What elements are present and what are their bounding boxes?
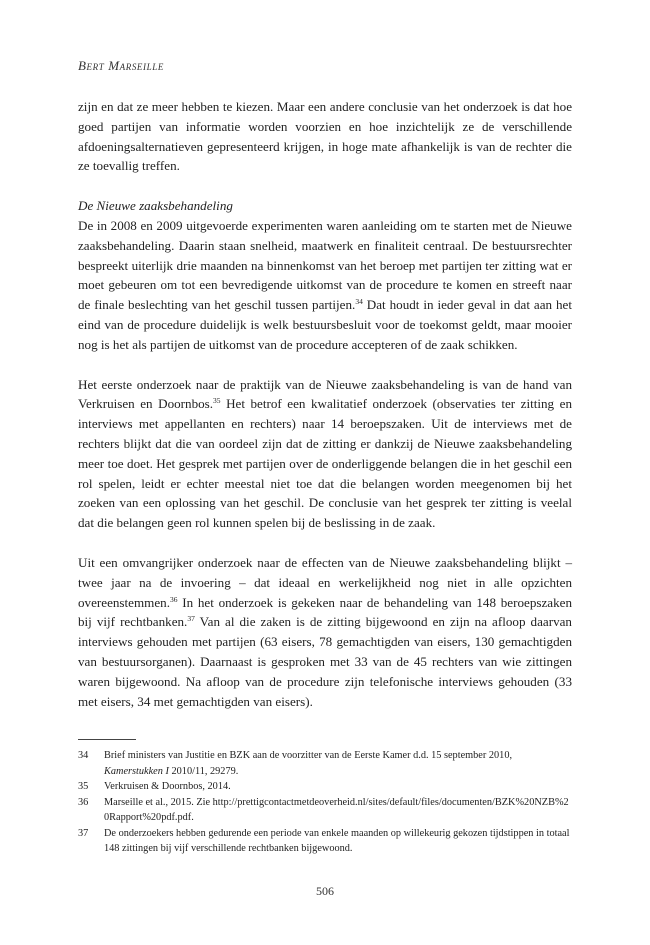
footnote-text (104, 748, 572, 779)
footnote-text-a: Brief ministers van Justitie en BZK aan de voorzitter van de Eerste Kamer d.d. 15 september 2010, (104, 750, 513, 761)
paragraph-1: zijn en dat ze meer hebben te kiezen. Maar een andere conclusie van het onderzoek is dat hoe goed partijen van informatie worden voorzien en hoe inzichtelijk ze de verschillende afdoeningsalternatieven gepresenteerd krijgen, in hoge mate afhankelijk is van de rechter die ze toevallig treffen. (78, 99, 572, 174)
section-heading: De Nieuwe zaaksbehandeling (78, 198, 233, 214)
footnote-ref-37[interactable]: 37 (187, 614, 195, 624)
footnote-number: 34 (78, 750, 89, 761)
footnote-divider (78, 739, 136, 740)
paragraph-4-text-b: In het onderzoek is gekeken naar de behandeling van 148 beroepszaken bij vijf rechtbanken. (78, 594, 572, 630)
paragraph-2-text-b: Dat houdt in ieder geval in dat aan het eind van de procedure duidelijk is welk bestuursbesluit voor de toekomst geldt, maar mooier nog is het als partijen de uitkomst van de procedure accepteren of de zaak schikken. (78, 297, 573, 352)
footnote-36 (78, 795, 572, 826)
footnote-ref-36[interactable]: 36 (169, 594, 178, 604)
paragraph-4 (78, 553, 572, 711)
body-text (78, 97, 572, 711)
running-head (78, 58, 164, 74)
footnote-text: Marseille et al., 2015. Zie http://prettigcontactmetdeoverheid.nl/sites/default/files/documenten/BZK%20NZB%20Rapport%20pdf.pdf. (104, 796, 569, 823)
footnote-text-b: 2010/11, 29279. (168, 765, 239, 777)
page-number: 506 (316, 884, 334, 898)
running-head-text: Bert Marseille (78, 58, 164, 73)
footnote-37 (78, 826, 572, 857)
footnote-35 (78, 779, 572, 795)
paragraph-4-text-a: Uit een omvangrijker onderzoek naar de effecten van de Nieuwe zaaksbehandeling blijkt – twee jaar na de invoering – dat ideaal en werkelijkheid nog niet in alle opzichten overeenstemmen. (78, 554, 572, 610)
paragraph-3-text-b: Het betrof een kwalitatief onderzoek (observaties ter zitting en interviews met appellanten en rechters) naar 14 beroepszaken. Uit de interviews met de rechters blijkt dat die van oordeel zijn dat de zitting er dankzij de Nieuwe zaaksbehandeling meer toe doet. Het gesprek met partijen over de onderliggende belangen die in het geschil een rol spelen, leidt er echter meestal niet toe dat die belangen worden meegenomen bij het zoeken van een oplossing van het geschil. De conclusie van het gesprek ter zitting is veelal dat die belangen geen rol kunnen spelen bij de beslissing in de zaak. (78, 396, 572, 531)
paragraph-3-text-a: Het eerste onderzoek naar de praktijk van de Nieuwe zaaksbehandeling is van de hand van Verkruisen en Doornbos. (78, 376, 572, 412)
paragraph-2-text-a: De in 2008 en 2009 uitgevoerde experimenten waren aanleiding om te starten met de Nieuwe zaaksbehandeling. Daarin staan snelheid, maatwerk en finaliteit centraal. De bestuursrechter bespreekt uiterlijk drie maanden na binnenkomst van het beroep met partijen ter zitting wat er moet gebeuren om tot een bevredigende uitkomst van de procedure te komen en streeft naar de finale beslechting van het geschil tussen partijen. (78, 217, 572, 313)
footnote-text: De onderzoekers hebben gedurende een periode van enkele maanden op willekeurig gekozen tijdstippen in totaal 148 zittingen bij vijf verschillende rechtbanken bijgewoond. (104, 827, 570, 854)
footnote-text: Verkruisen & Doornbos, 2014. (104, 781, 231, 792)
footnote-ref-35[interactable]: 35 (213, 396, 221, 406)
footnote-34 (78, 748, 572, 779)
footnote-text-italic: Kamerstukken I (104, 765, 169, 777)
footnote-number: 37 (78, 827, 89, 839)
footnote-number: 35 (78, 781, 89, 792)
paragraph-4-text-c: Van al die zaken is de zitting bijgewoond en zijn na afloop daarvan interviews gehouden met partijen (63 eisers, 78 gemachtigden van eisers, 130 gemachtigden van bestuursorganen). Daarnaast is gesproken met 33 van de 45 rechters van wie zittingen waren bijgewoond. Na afloop van de procedure zijn telefonische interviews gehouden (33 met eisers, 34 met gemachtigden van eisers). (78, 614, 572, 709)
footnote-ref-34[interactable]: 34 (355, 297, 363, 307)
paragraph-2 (78, 216, 572, 355)
paragraph-3 (78, 375, 572, 533)
footnote-number: 36 (78, 796, 89, 808)
footnotes (78, 748, 572, 857)
